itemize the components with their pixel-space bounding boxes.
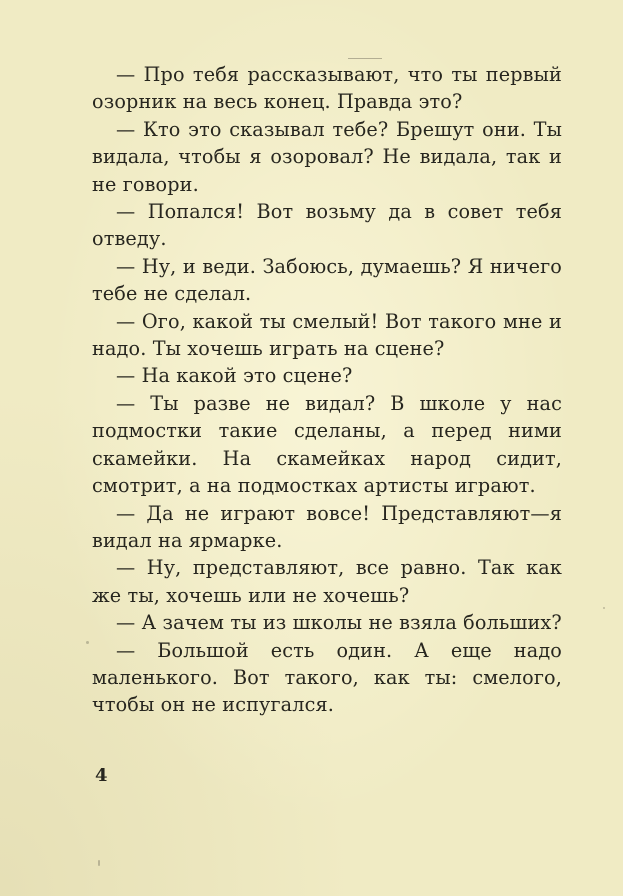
paragraph-4: — Ну, и веди. Забоюсь, думаешь? Я ничего тебе не сделал. [92, 254, 562, 306]
page-number: 4 [95, 765, 108, 786]
paper-speck [86, 641, 89, 644]
paragraph-5: — Ого, какой ты смелый! Вот такого мне и надо. Ты хочешь играть на сцене? [92, 309, 562, 361]
paragraph-6: — На какой это сцене? [116, 364, 353, 388]
paragraph-2: — Кто это сказывал тебе? Брешут они. Ты видала, чтобы я озоровал? Не видала, так и не говори. [92, 117, 562, 196]
paragraph-10: — А зачем ты из школы не взяла больших? [116, 611, 562, 635]
page-text-block [92, 61, 562, 719]
paper-speck [603, 607, 605, 609]
top-rule-mark [348, 58, 382, 59]
paragraph-11: — Большой есть один. А еще надо маленького. Вот такого, как ты: смелого, чтобы он не испугался. [92, 638, 562, 717]
paragraph-9: — Ну, представляют, все равно. Так как же ты, хочешь или не хочешь? [92, 556, 562, 607]
paragraph-1: — Про тебя рассказывают, что ты первый озорник на весь конец. Правда это? [92, 63, 562, 114]
paragraph-7: — Ты разве не видал? В школе у нас подмостки такие сделаны, а перед ними скамейки. На скамейках народ сидит, смотрит, а на подмостках артисты играют. [92, 391, 562, 498]
paragraph-8: — Да не играют вовсе! Представляют—я видал на ярмарке. [92, 501, 562, 552]
paragraph-3: — Попался! Вот возьму да в совет тебя отведу. [92, 200, 562, 251]
paper-speck [98, 860, 100, 866]
